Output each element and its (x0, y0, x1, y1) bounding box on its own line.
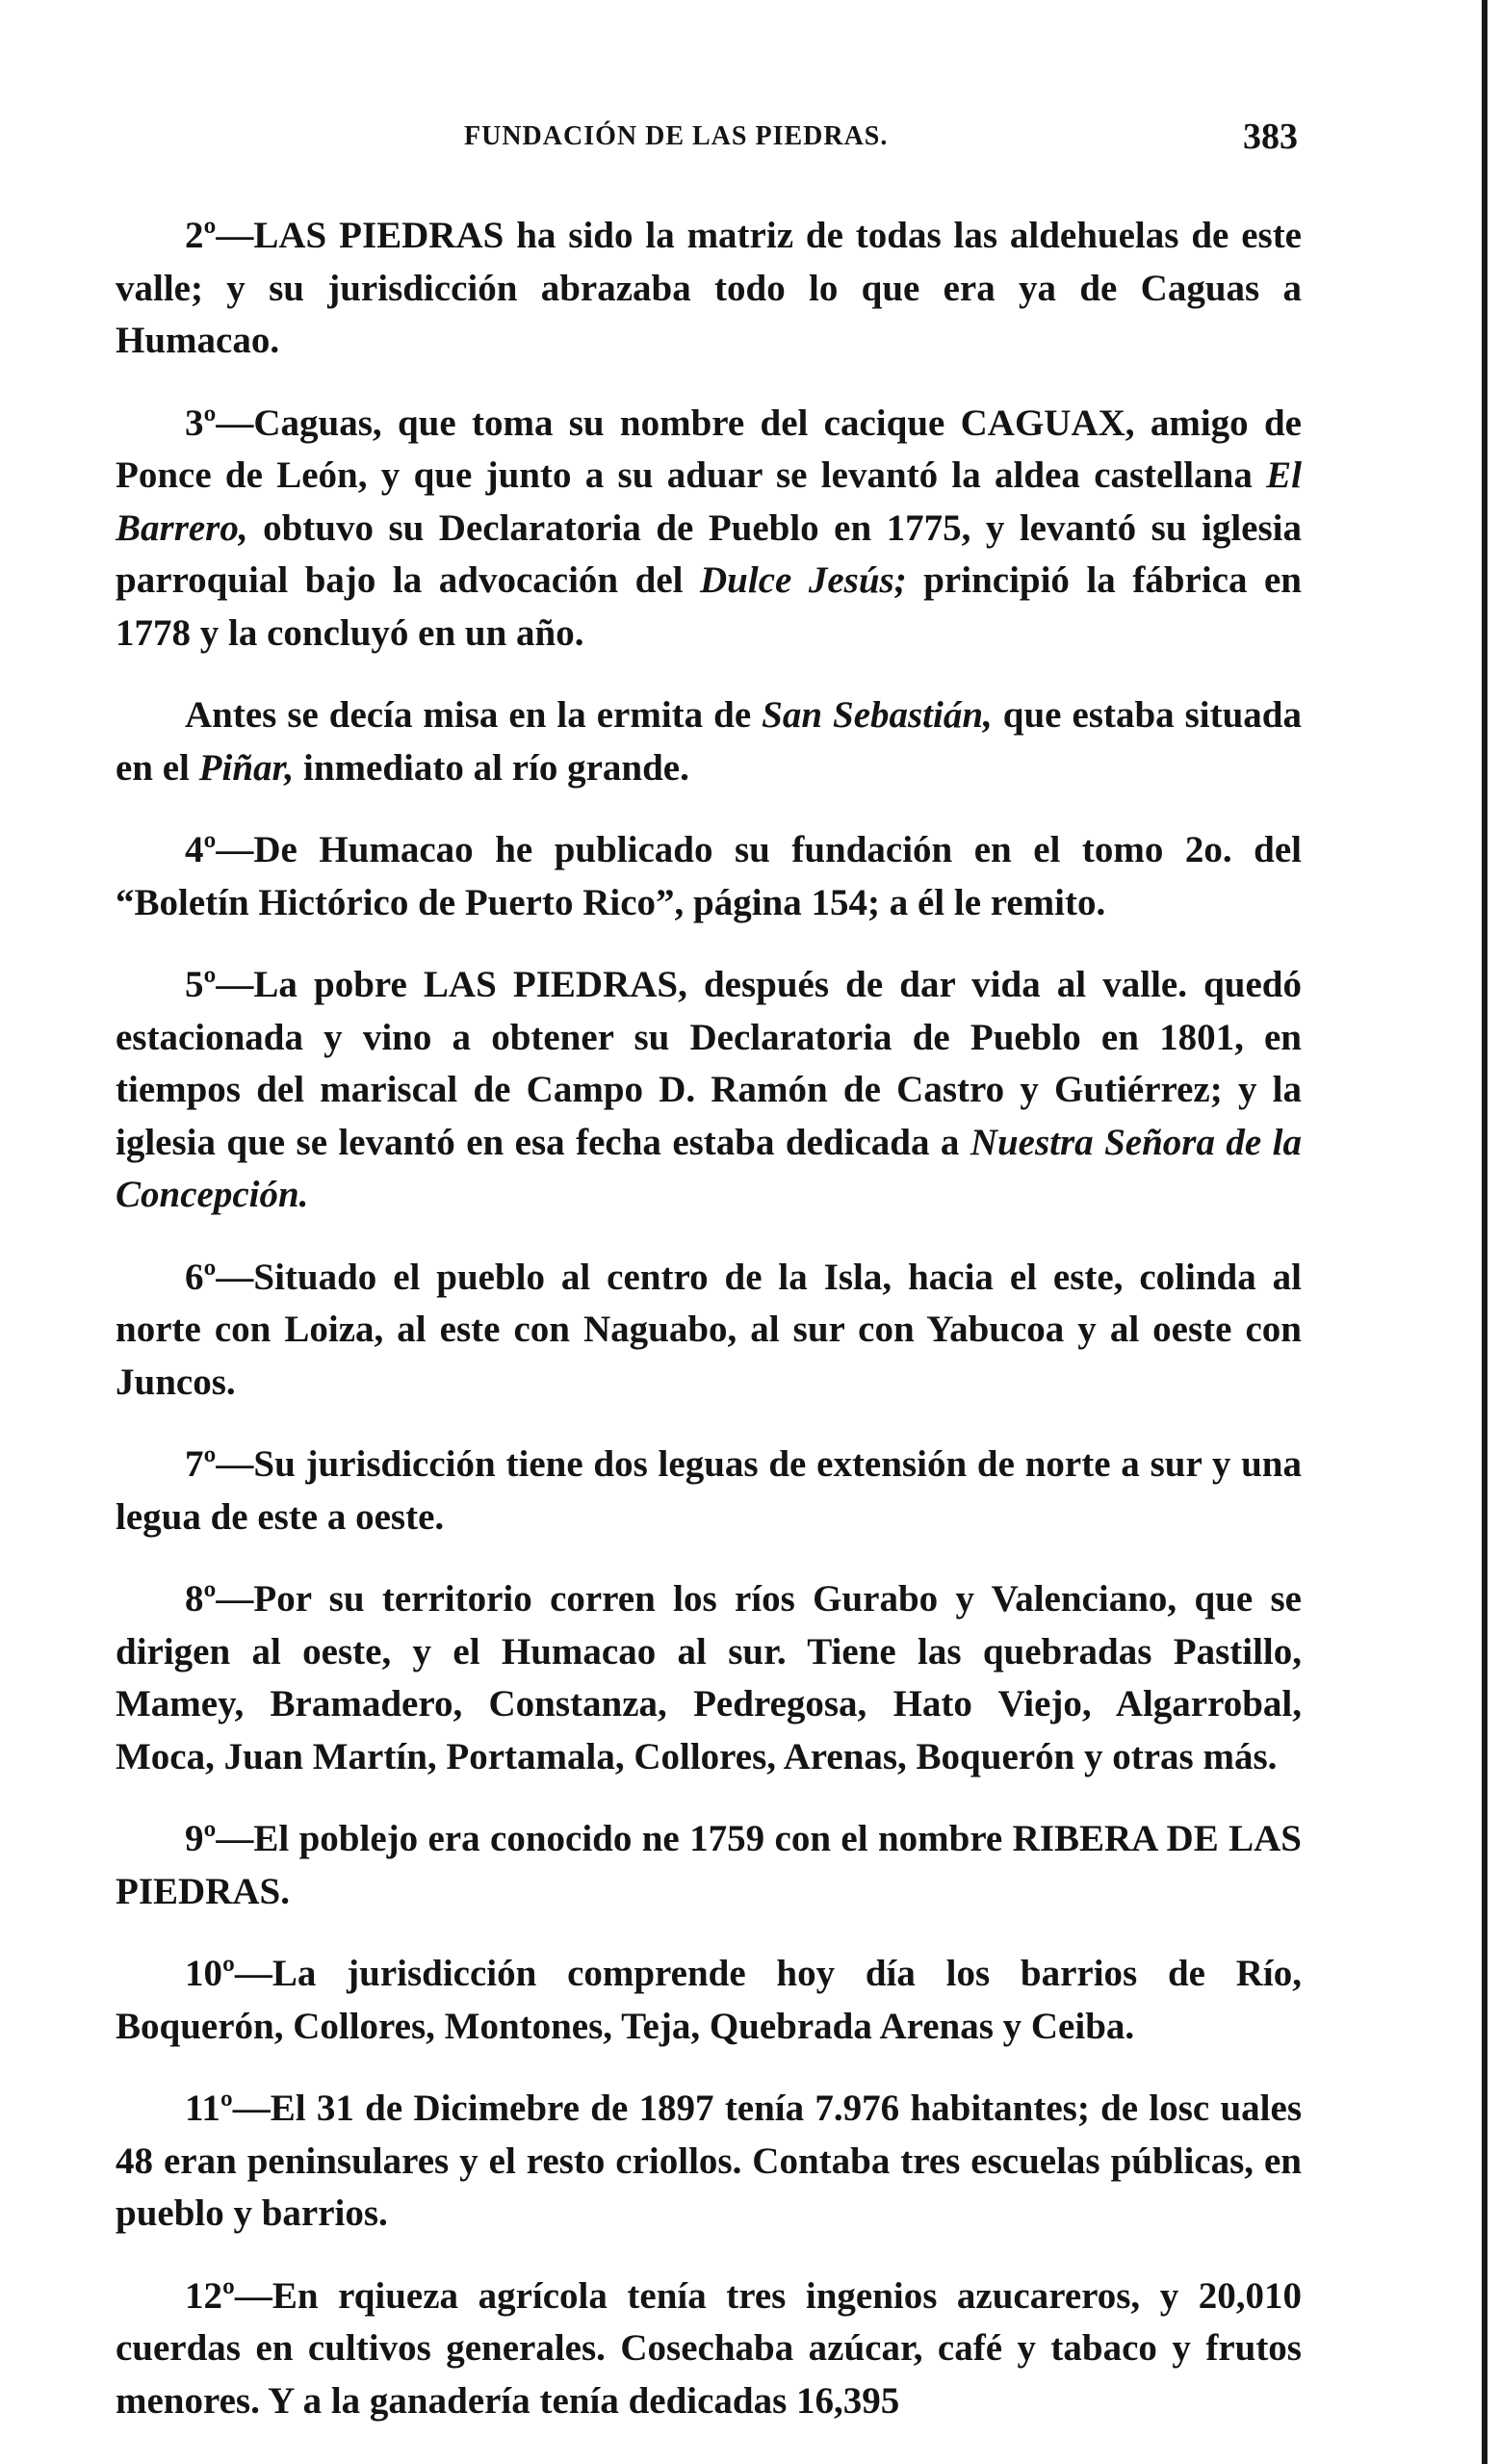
text-run: que estaba situada en el (116, 694, 1302, 789)
paragraph (116, 1813, 1302, 1918)
text-run: 11º—El 31 de Dicimebre de 1897 tenía 7.976 habitantes; de losc uales 48 eran peninsulares y el resto criollos. Contaba tres escuelas públicas, en pueblo y barrios. (116, 2088, 1302, 2234)
text-run: 4º—De Humacao he publicado su fundación en el tomo 2o. del “Boletín Hictórico de Puerto Rico”, página 154; a él le remito. (116, 829, 1302, 923)
text-run: 9º—El poblejo era conocido ne 1759 con el nombre RIBERA DE LAS PIEDRAS. (116, 1818, 1302, 1912)
text-run: 6º—Situado el pueblo al centro de la Isla, hacia el este, colinda al norte con Loiza, al este con Naguabo, al sur con Yabucoa y al oeste con Juncos. (116, 1256, 1302, 1403)
paragraph (116, 824, 1302, 929)
running-head: FUNDACIÓN DE LAS PIEDRAS. (464, 121, 889, 151)
paragraph (116, 689, 1302, 794)
italic-phrase: El Barrero, (116, 454, 1302, 549)
text-run: 5º—La pobre LAS PIEDRAS, después de dar vida al valle. quedó estacionada y vino a obtener su Declaratoria de Pueblo en 1801, en tiempos del mariscal de Campo D. Ramón de Castro y Gutiérrez; y la iglesia que se levantó en esa fecha estaba dedicada a (116, 964, 1302, 1163)
page-number: 383 (1243, 117, 1298, 157)
paragraph (116, 398, 1302, 661)
paragraph (116, 959, 1302, 1222)
text-run: inmediato al río grande. (294, 746, 689, 789)
text-run: 7º—Su jurisdicción tiene dos leguas de extensión de norte a sur y una legua de este a oeste. (116, 1443, 1302, 1538)
text-run: obtuvo su Declaratoria de Pueblo en 1775, y levantó su iglesia parroquial bajo la advocación del (116, 506, 1302, 601)
paragraph (116, 2270, 1302, 2428)
text-run: principió la fábrica en 1778 y la concluyó en un año. (116, 559, 1302, 654)
italic-phrase: Dulce Jesús; (700, 559, 907, 601)
text-run: 2º—LAS PIEDRAS ha sido la matriz de todas las aldehuelas de este valle; y su jurisdicción abrazaba todo lo que era ya de Caguas a Humacao. (116, 215, 1302, 361)
text-run: Antes se decía misa en la ermita de (185, 694, 763, 736)
italic-phrase: San Sebastián, (762, 694, 993, 736)
paragraph (116, 1573, 1302, 1783)
paragraph (116, 1439, 1302, 1543)
text-run: 8º—Por su territorio corren los ríos Gurabo y Valenciano, que se dirigen al oeste, y el Humacao al sur. Tiene las quebradas Pastillo, Mamey, Bramadero, Constanza, Pedregosa, Hato Viejo, Algarrobal, Moca, Juan Martín, Portamala, Collores, Arenas, Boquerón y otras más. (116, 1578, 1302, 1777)
italic-phrase: Nuestra Señora de la Concepción. (116, 1121, 1303, 1215)
text-run: 12º—En rqiueza agrícola tenía tres ingenios azucareros, y 20,010 cuerdas en cultivos generales. Cosechaba azúcar, café y tabaco y frutos menores. Y a la ganadería tenía dedicadas 16,395 (116, 2274, 1302, 2422)
text-run: 10º—La jurisdicción comprende hoy día los barrios de Río, Boquerón, Collores, Montones, Teja, Quebrada Arenas y Ceiba. (116, 1953, 1302, 2047)
paragraph (116, 1252, 1302, 1410)
page-edge-rule (1482, 0, 1487, 2464)
text-run: 3º—Caguas, que toma su nombre del cacique CAGUAX, amigo de Ponce de León, y que junto a su aduar se levantó la aldea castellana (116, 402, 1302, 496)
italic-phrase: Piñar, (198, 746, 295, 789)
paragraph (116, 2083, 1302, 2241)
page-header (116, 117, 1302, 169)
paragraph (116, 210, 1302, 368)
body-text (116, 210, 1302, 2427)
paragraph (116, 1948, 1302, 2053)
